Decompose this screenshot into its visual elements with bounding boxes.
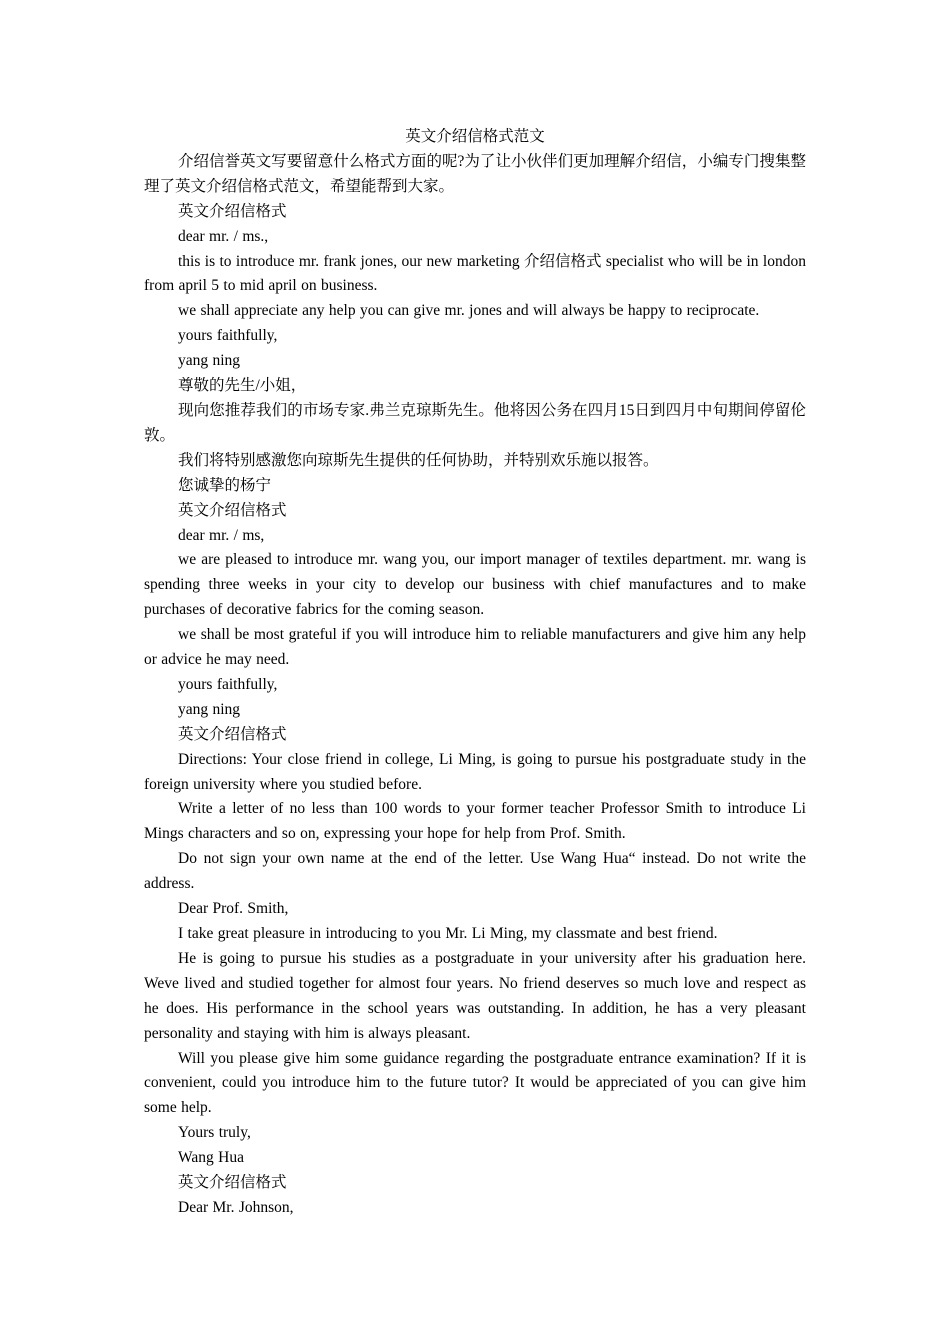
document-body <box>144 150 806 1221</box>
paragraph: Yours truly, <box>178 1124 251 1142</box>
paragraph: 您诚挚的杨宁 <box>178 476 272 494</box>
paragraph: Write a letter of no less than 100 words to your former teacher Professor Smith to introduce Li Mings characters and so on, expressing your hope for help from Prof. Smith. <box>144 800 806 843</box>
paragraph: 现向您推荐我们的市场专家.弗兰克琼斯先生。他将因公务在四月15日到四月中旬期间停留伦敦。 <box>144 401 806 444</box>
paragraph: we shall be most grateful if you will introduce him to reliable manufacturers and give him any help or advice he may need. <box>144 626 806 669</box>
paragraph: this is to introduce mr. frank jones, our new marketing 介绍信格式 specialist who will be in london from april 5 to mid april on business. <box>144 252 806 295</box>
document-page <box>144 125 806 1221</box>
paragraph: Do not sign your own name at the end of the letter. Use Wang Hua“ instead. Do not write the address. <box>144 850 806 893</box>
paragraph: 尊敬的先生/小姐， <box>178 377 307 395</box>
paragraph: 介绍信誉英文写要留意什么格式方面的呢?为了让小伙伴们更加理解介绍信，小编专门搜集整理了英文介绍信格式范文，希望能帮到大家。 <box>144 152 806 195</box>
paragraph: 英文介绍信格式 <box>178 202 287 220</box>
paragraph: Will you please give him some guidance regarding the postgraduate entrance examination? If it is convenient, could you introduce him to the future tutor? It would be appreciated of you can give him some help. <box>144 1049 806 1117</box>
paragraph: 我们将特别感激您向琼斯先生提供的任何协助，并特别欢乐施以报答。 <box>178 451 659 469</box>
paragraph: Wang Hua <box>178 1149 244 1167</box>
paragraph: yang ning <box>178 352 241 370</box>
paragraph: yours faithfully, <box>178 327 278 345</box>
paragraph: He is going to pursue his studies as a postgraduate in your university after his graduation here. Weve lived and studied together for almost four years. No friend deserves so much love and respect as he does. His performance in the school years was outstanding. In addition, he has a very pleasant personality and staying with him is always pleasant. <box>144 949 806 1042</box>
paragraph: Dear Mr. Johnson, <box>178 1198 294 1216</box>
paragraph: I take great pleasure in introducing to you Mr. Li Ming, my classmate and best friend. <box>178 925 718 942</box>
paragraph: 英文介绍信格式 <box>178 725 287 743</box>
paragraph: we shall appreciate any help you can give mr. jones and will always be happy to reciprocate. <box>178 302 760 320</box>
paragraph: yours faithfully, <box>178 675 278 693</box>
paragraph: 英文介绍信格式 <box>178 1174 287 1192</box>
paragraph: dear mr. / ms, <box>178 526 265 544</box>
paragraph: 英文介绍信格式 <box>178 501 287 519</box>
paragraph: dear mr. / ms., <box>178 227 269 245</box>
paragraph: Dear Prof. Smith, <box>178 900 289 918</box>
paragraph: we are pleased to introduce mr. wang you, our import manager of textiles department. mr. wang is spending three weeks in your city to develop our business with chief manufactures and to make purchases of decorative fabrics for the coming season. <box>144 551 806 619</box>
document-title: 英文介绍信格式范文 <box>405 128 545 145</box>
paragraph: Directions: Your close friend in college, Li Ming, is going to pursue his postgraduate study in the foreign university where you studied before. <box>144 750 806 793</box>
paragraph: yang ning <box>178 700 241 718</box>
